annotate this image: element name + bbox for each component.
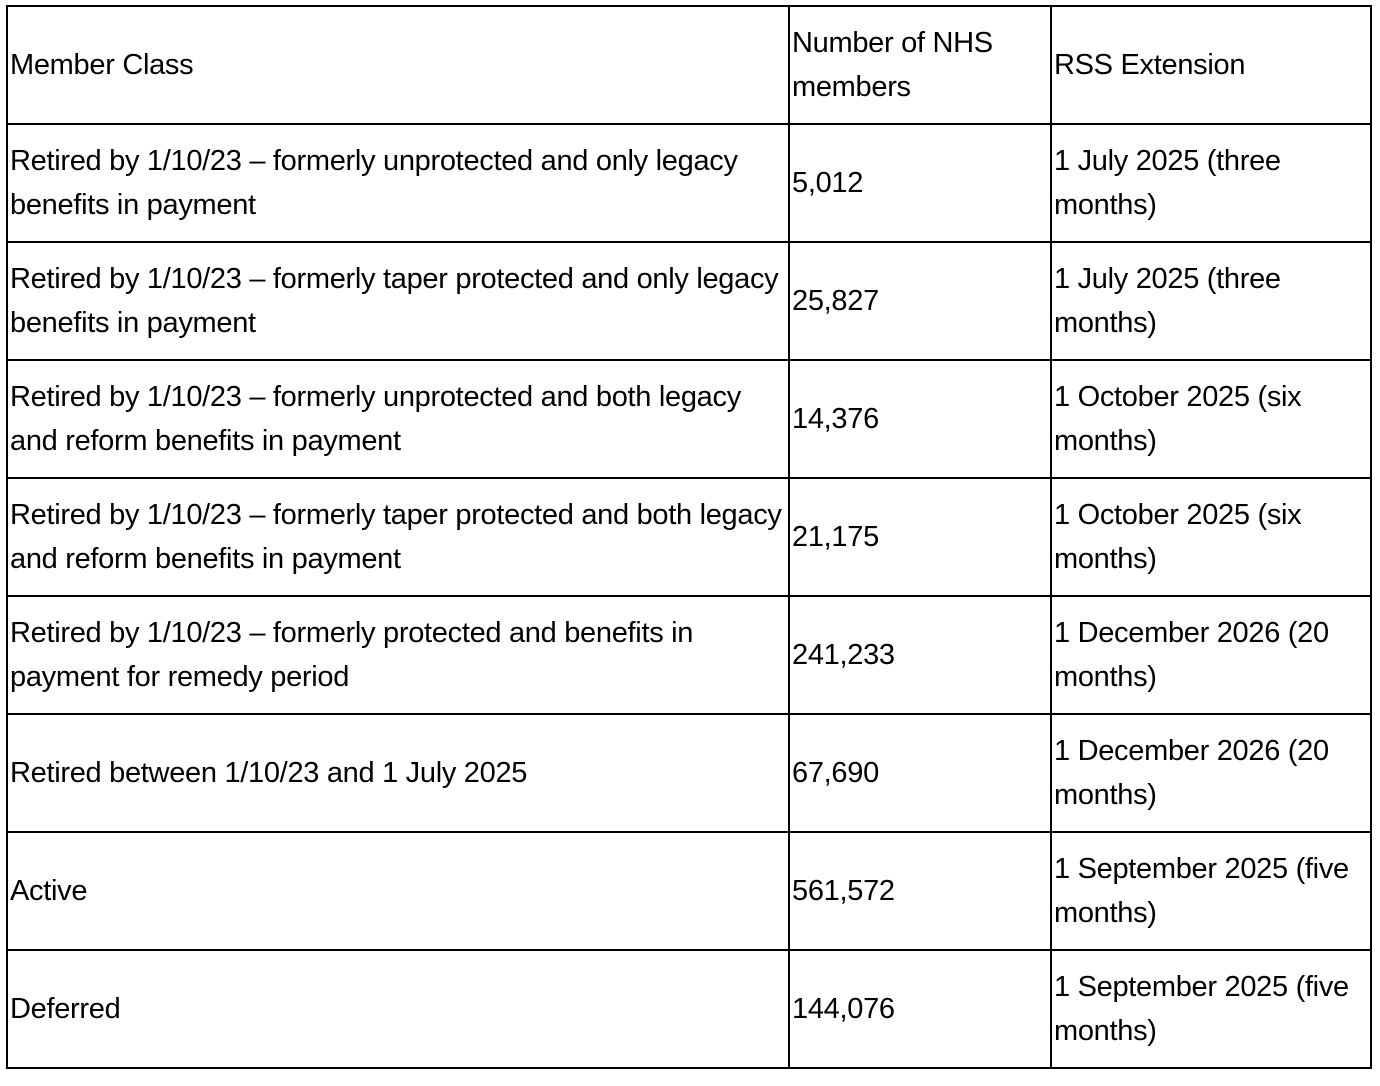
member-count-cell: 5,012: [789, 124, 1051, 242]
member-count-cell: 21,175: [789, 478, 1051, 596]
rss-extension-cell: 1 December 2026 (20 months): [1051, 714, 1371, 832]
table-row: [7, 242, 1371, 360]
table-row: [7, 714, 1371, 832]
table-row: [7, 832, 1371, 950]
header-cell-number-of-members: Number of NHS members: [789, 6, 1051, 124]
member-class-cell: Deferred: [7, 950, 789, 1068]
rss-extension-cell: 1 October 2025 (six months): [1051, 360, 1371, 478]
table-row: [7, 124, 1371, 242]
rss-extension-cell: 1 October 2025 (six months): [1051, 478, 1371, 596]
rss-extension-cell: 1 September 2025 (five months): [1051, 950, 1371, 1068]
table-header-row: [7, 6, 1371, 124]
rss-extension-cell: 1 July 2025 (three months): [1051, 242, 1371, 360]
member-class-cell: Retired by 1/10/23 – formerly protected and benefits in payment for remedy period: [7, 596, 789, 714]
rss-extension-cell: 1 July 2025 (three months): [1051, 124, 1371, 242]
member-class-cell: Retired by 1/10/23 – formerly unprotected and both legacy and reform benefits in payment: [7, 360, 789, 478]
member-class-cell: Retired by 1/10/23 – formerly unprotected and only legacy benefits in payment: [7, 124, 789, 242]
member-count-cell: 561,572: [789, 832, 1051, 950]
member-count-cell: 25,827: [789, 242, 1051, 360]
member-class-cell: Retired by 1/10/23 – formerly taper protected and both legacy and reform benefits in payment: [7, 478, 789, 596]
member-count-cell: 144,076: [789, 950, 1051, 1068]
table-row: [7, 950, 1371, 1068]
member-count-cell: 67,690: [789, 714, 1051, 832]
header-cell-rss-extension: RSS Extension: [1051, 6, 1371, 124]
rss-extension-cell: 1 December 2026 (20 months): [1051, 596, 1371, 714]
member-class-cell: Active: [7, 832, 789, 950]
rss-extension-cell: 1 September 2025 (five months): [1051, 832, 1371, 950]
header-cell-member-class: Member Class: [7, 6, 789, 124]
member-class-table: [6, 5, 1372, 1069]
member-count-cell: 14,376: [789, 360, 1051, 478]
table-row: [7, 360, 1371, 478]
table-row: [7, 596, 1371, 714]
member-class-cell: Retired between 1/10/23 and 1 July 2025: [7, 714, 789, 832]
member-class-cell: Retired by 1/10/23 – formerly taper protected and only legacy benefits in payment: [7, 242, 789, 360]
member-count-cell: 241,233: [789, 596, 1051, 714]
table-row: [7, 478, 1371, 596]
